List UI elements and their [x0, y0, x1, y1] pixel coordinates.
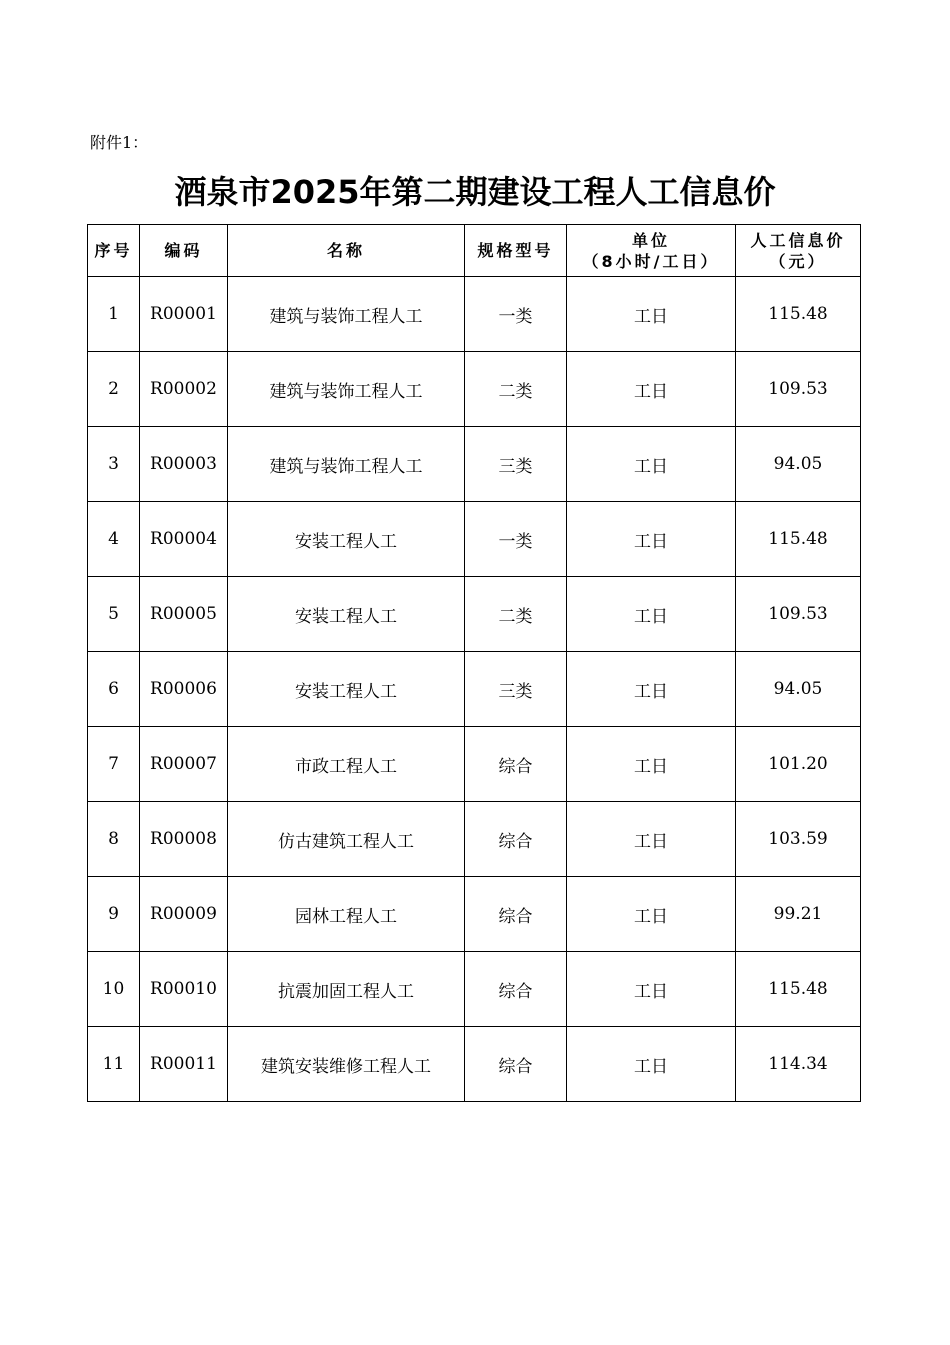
cell-price: 94.05 [736, 652, 861, 727]
cell-index: 9 [88, 877, 140, 952]
cell-code: R00004 [140, 502, 228, 577]
cell-unit: 工日 [567, 727, 736, 802]
cell-name: 建筑与装饰工程人工 [228, 277, 465, 352]
table-header-row [88, 225, 861, 277]
table-row [88, 802, 861, 877]
cell-index: 3 [88, 427, 140, 502]
table-row [88, 352, 861, 427]
cell-unit: 工日 [567, 277, 736, 352]
cell-code: R00001 [140, 277, 228, 352]
header-index: 序号 [88, 225, 140, 277]
header-code: 编码 [140, 225, 228, 277]
cell-name: 市政工程人工 [228, 727, 465, 802]
cell-unit: 工日 [567, 502, 736, 577]
cell-index: 8 [88, 802, 140, 877]
cell-index: 6 [88, 652, 140, 727]
cell-price: 115.48 [736, 952, 861, 1027]
labor-price-table [87, 224, 861, 1102]
cell-spec: 二类 [465, 352, 567, 427]
cell-price: 101.20 [736, 727, 861, 802]
cell-spec: 综合 [465, 727, 567, 802]
table-row [88, 277, 861, 352]
attachment-label: 附件1： [90, 133, 149, 152]
cell-spec: 三类 [465, 427, 567, 502]
table-row [88, 1027, 861, 1102]
header-price-line1: 人工信息价 [750, 230, 846, 250]
cell-index: 10 [88, 952, 140, 1027]
cell-unit: 工日 [567, 877, 736, 952]
cell-code: R00007 [140, 727, 228, 802]
cell-spec: 一类 [465, 277, 567, 352]
cell-name: 仿古建筑工程人工 [228, 802, 465, 877]
table-row [88, 727, 861, 802]
cell-spec: 综合 [465, 952, 567, 1027]
header-price [736, 225, 861, 277]
cell-price: 114.34 [736, 1027, 861, 1102]
cell-code: R00011 [140, 1027, 228, 1102]
cell-name: 安装工程人工 [228, 577, 465, 652]
document-title: 酒泉市2025年第二期建设工程人工信息价 [174, 173, 776, 211]
header-name: 名称 [228, 225, 465, 277]
cell-name: 安装工程人工 [228, 652, 465, 727]
cell-index: 11 [88, 1027, 140, 1102]
cell-price: 115.48 [736, 502, 861, 577]
table-row [88, 877, 861, 952]
cell-price: 94.05 [736, 427, 861, 502]
cell-price: 109.53 [736, 352, 861, 427]
header-unit-line1: 单位 [631, 230, 670, 250]
cell-index: 5 [88, 577, 140, 652]
cell-unit: 工日 [567, 352, 736, 427]
cell-code: R00005 [140, 577, 228, 652]
cell-name: 园林工程人工 [228, 877, 465, 952]
header-price-line2: （元） [769, 251, 827, 271]
cell-name: 建筑安装维修工程人工 [228, 1027, 465, 1102]
cell-spec: 一类 [465, 502, 567, 577]
cell-unit: 工日 [567, 427, 736, 502]
cell-price: 109.53 [736, 577, 861, 652]
cell-name: 安装工程人工 [228, 502, 465, 577]
cell-price: 115.48 [736, 277, 861, 352]
table-row [88, 952, 861, 1027]
cell-unit: 工日 [567, 577, 736, 652]
cell-code: R00010 [140, 952, 228, 1027]
cell-code: R00009 [140, 877, 228, 952]
cell-index: 4 [88, 502, 140, 577]
header-unit-line2: （8小时/工日） [582, 251, 720, 271]
table-row [88, 502, 861, 577]
cell-code: R00006 [140, 652, 228, 727]
cell-code: R00003 [140, 427, 228, 502]
cell-spec: 综合 [465, 877, 567, 952]
cell-index: 2 [88, 352, 140, 427]
cell-price: 103.59 [736, 802, 861, 877]
cell-code: R00002 [140, 352, 228, 427]
cell-unit: 工日 [567, 802, 736, 877]
header-unit [567, 225, 736, 277]
cell-name: 建筑与装饰工程人工 [228, 427, 465, 502]
cell-spec: 综合 [465, 1027, 567, 1102]
table-row [88, 577, 861, 652]
cell-code: R00008 [140, 802, 228, 877]
cell-spec: 三类 [465, 652, 567, 727]
table-row [88, 652, 861, 727]
cell-unit: 工日 [567, 1027, 736, 1102]
cell-index: 7 [88, 727, 140, 802]
cell-unit: 工日 [567, 952, 736, 1027]
cell-name: 建筑与装饰工程人工 [228, 352, 465, 427]
table-row [88, 427, 861, 502]
cell-spec: 综合 [465, 802, 567, 877]
cell-index: 1 [88, 277, 140, 352]
cell-spec: 二类 [465, 577, 567, 652]
cell-price: 99.21 [736, 877, 861, 952]
header-spec: 规格型号 [465, 225, 567, 277]
cell-name: 抗震加固工程人工 [228, 952, 465, 1027]
cell-unit: 工日 [567, 652, 736, 727]
